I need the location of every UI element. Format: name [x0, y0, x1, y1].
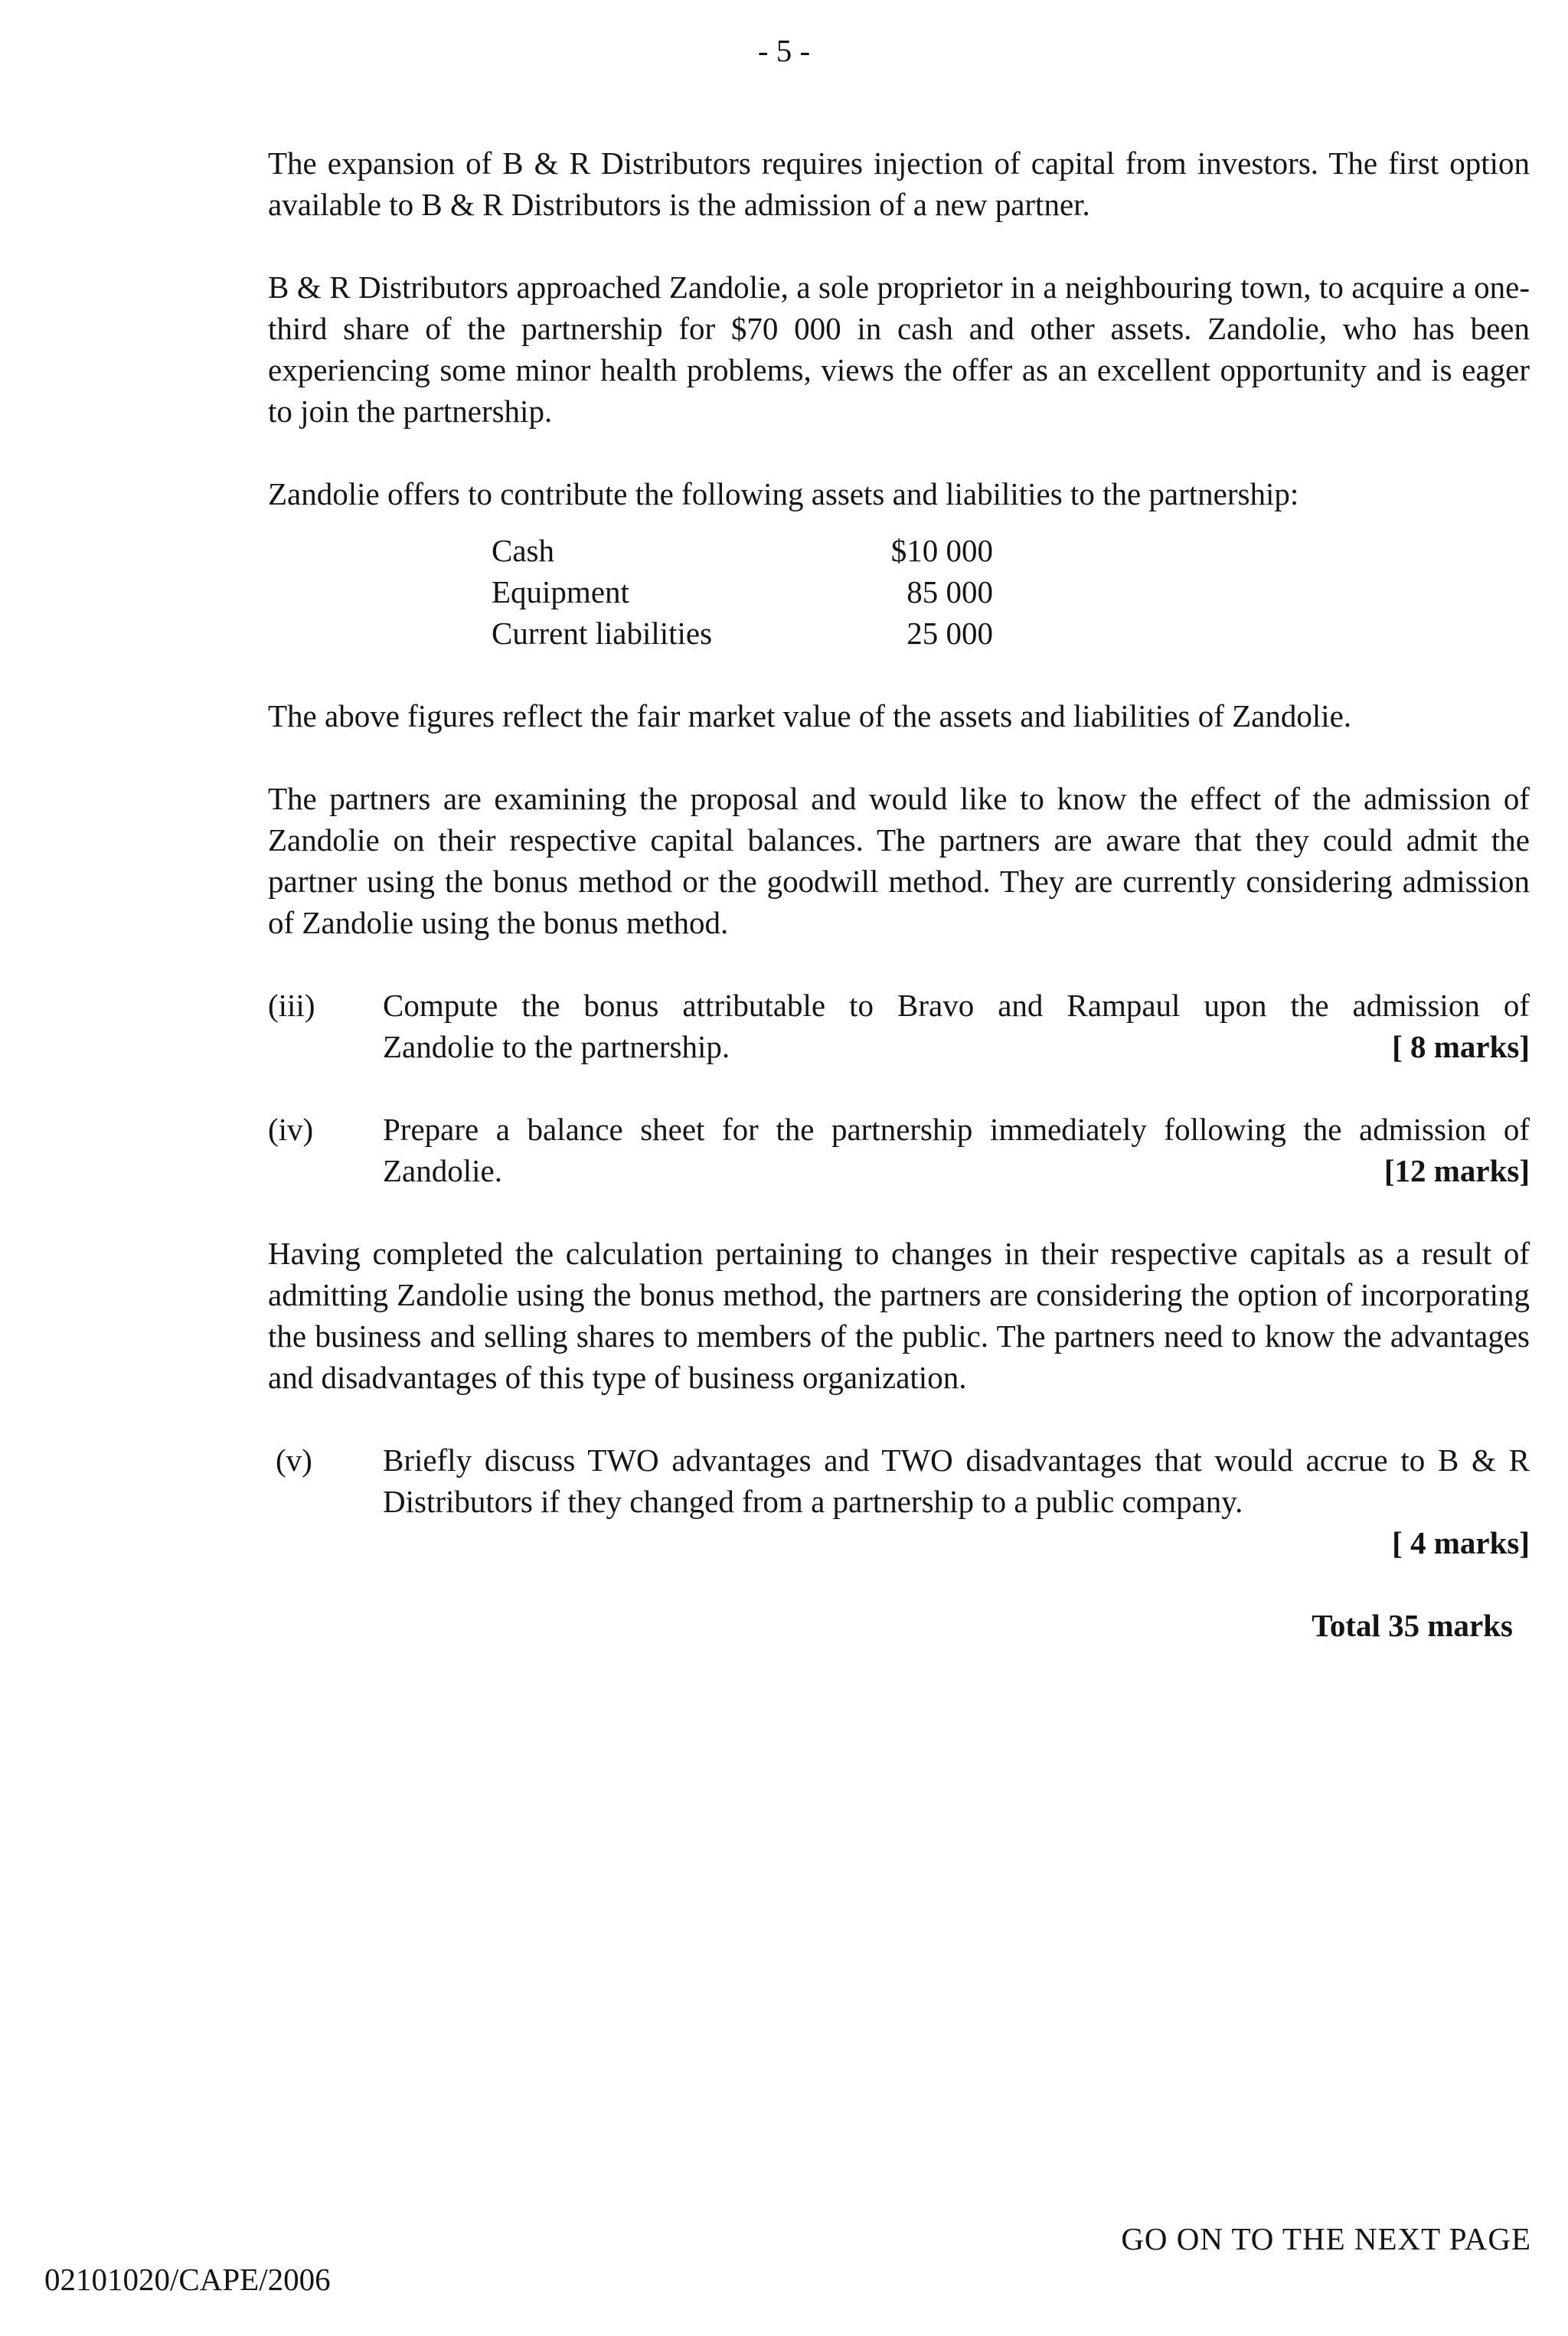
asset-label: Cash: [492, 533, 554, 568]
question-body: [383, 1109, 1530, 1191]
question-body: [383, 985, 1530, 1067]
total-marks: Total 35 marks: [1312, 1608, 1513, 1643]
paper-code: 02101020/CAPE/2006: [44, 2262, 331, 2297]
asset-amount: 25 000: [906, 616, 993, 651]
question-number: (v): [276, 1442, 312, 1478]
question-v: [268, 1439, 1530, 1563]
asset-label: Current liabilities: [492, 616, 713, 651]
table-row: [492, 613, 993, 654]
assets-liabilities-table: [492, 530, 993, 654]
question-body: [383, 1439, 1530, 1563]
question-number: (iii): [268, 988, 315, 1023]
question-iv: [268, 1109, 1530, 1191]
asset-label: Equipment: [492, 574, 629, 609]
paragraph-contribution-intro: Zandolie offers to contribute the following assets and liabilities to the partnership:: [268, 476, 1299, 511]
question-text: Briefly discuss TWO advantages and TWO disadvantages that would accrue to B & R Distributors if they changed from a partnership to a public company.: [383, 1442, 1530, 1519]
question-iii: [268, 985, 1530, 1067]
question-text-line: Prepare a balance sheet for the partnership immediately following the admission of: [383, 1112, 1530, 1147]
question-text-line: Zandolie to the partnership.: [383, 1029, 730, 1064]
marks-label: [ 4 marks]: [1392, 1525, 1530, 1560]
asset-amount: $10 000: [890, 533, 993, 568]
question-text-line: Zandolie.: [383, 1153, 502, 1188]
marks-label: [ 8 marks]: [1392, 1029, 1530, 1064]
paragraph-incorporation: Having completed the calculation pertaining to changes in their respective capitals as a result of admitting Zandolie using the bonus method, the partners are considering the option of incorporating the business and selling shares to members of the public. The partners need to know the advantages and disadvantages of this type of business organization.: [268, 1236, 1530, 1395]
marks-label: [12 marks]: [1383, 1153, 1530, 1188]
question-last-line: [383, 1026, 1530, 1067]
question-text-line: Compute the bonus attributable to Bravo and Rampaul upon the admission of: [383, 988, 1530, 1023]
table-row: [492, 571, 993, 613]
page-number: - 5 -: [757, 33, 811, 68]
paragraph-zandolie-offer: B & R Distributors approached Zandolie, a sole proprietor in a neighbouring town, to acquire a one-third share of the partnership for $70 000 in cash and other assets. Zandolie, who has been experiencing some minor health problems, views the offer as an excellent opportunity and is eager to join the partnership.: [268, 270, 1530, 429]
paragraph-partners-examining: The partners are examining the proposal and would like to know the effect of the admission of Zandolie on their respective capital balances. The partners are aware that they could admit the partner using the bonus method or the goodwill method. They are currently considering admission of Zandolie using the bonus method.: [268, 781, 1530, 940]
paragraph-expansion: The expansion of B & R Distributors requires injection of capital from investors. The first option available to B & R Distributors is the admission of a new partner.: [268, 145, 1530, 222]
asset-amount: 85 000: [906, 574, 993, 609]
table-row: [492, 530, 993, 571]
question-last-line: [383, 1150, 1530, 1191]
next-page-note: GO ON TO THE NEXT PAGE: [1121, 2221, 1531, 2256]
exam-content: [268, 142, 1530, 1646]
question-number: (iv): [268, 1112, 314, 1147]
paragraph-fair-value: The above figures reflect the fair market value of the assets and liabilities of Zandolie.: [268, 698, 1352, 733]
